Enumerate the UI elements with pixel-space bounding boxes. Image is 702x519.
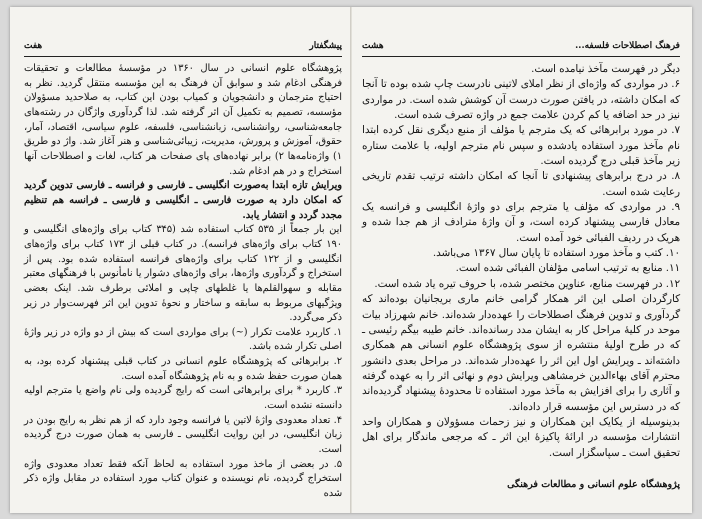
list-item: ۱۰. کتب و مآخذ مورد استفاده تا پایان سال ۱۳۶۷ می‌باشد. [432,247,680,260]
left-body-text [24,62,342,502]
left-running-head [24,41,342,55]
left-page [24,7,342,513]
list-item: ۶. در مواردی که واژه‌ای از نظر املای لاتینی نادرست چاپ شده بوده تا آنجا که امکان داشته، در یافتن صورت درست آن کوشش شده است. در مواردی نیز در حد اضافه یا کم کردن علامت جمع در واژه تصرف شده است. [362,78,680,122]
paragraph: دیگر در فهرست مآخذ نیامده است. [531,63,680,75]
right-body-text [362,62,680,461]
list-item: ۲. برابرهائی که پژوهشگاه علوم انسانی در کتاب قبلی پیشنهاد کرده بود، به همان صورت حفظ شده و به نام پژوهشگاه آمده است. [24,356,342,382]
list-item: ۹. در مواردی که مؤلف یا مترجم برای دو واژهٔ انگلیسی و فرانسه یک معادل فارسی پیشنهاد کرده است، و آن واژهٔ مترادف از هم جدا شده و هریک در ردیف الفبائی خود آمده است. [362,201,680,244]
list-item: ۸. در درج برابرهای پیشنهادی تا آنجا که امکان داشته ترتیب تقدم تاریخی رعایت شده است. [362,170,680,198]
list-item: ۵. در بعضی از ماخذ مورد استفاده به لحاظ آنکه فقط تعداد معدودی واژه استخراج گردیده، نام نویسنده و عنوان کتاب مورد استفاده در مقابل واژه ذکر شده [24,458,342,500]
right-page [362,7,680,513]
right-header-title: فرهنگ اصطلاحات فلسفه... [575,41,680,51]
paragraph: ویرایش تازه ابتدا به‌صورت انگلیسی ـ فارسی و فرانسه ـ فارسی تدوین گردید که امکان دارد به صورت فارسی ـ انگلیسی و فارسی ـ فرانسه هم تنظیم مجدد گردد و انتشار یابد. [24,180,342,221]
right-header-rule [362,56,680,57]
right-running-head [362,41,680,55]
list-item: ۱۲. در فهرست منابع، عناوین مختصر شده، با حروف تیره یاد شده است. [374,277,680,290]
left-header-title: پیشگفتار [309,41,342,51]
list-item: ۳. کاربرد * برای برابرهائی است که رایج گردیده ولی نام واضع یا مترجم اولیه دانسته نشده است. [24,385,342,412]
list-item: ۷. در مورد برابرهائی که یک مترجم یا مؤلف از منبع دیگری نقل کرده ابتدا نام مآخذ مورد استفاده یادشده و سپس نام مترجم اولیه، با علامت ستاره زیر مآخذ قبلی درج گردیده است. [362,124,680,168]
list-item: ۱. کاربرد علامت تکرار (~) برای مواردی است که بیش از دو واژه در زیر واژهٔ اصلی تکرار شده باشد. [24,326,342,353]
right-page-number: هشت [362,41,384,51]
paragraph: بدینوسیله از یکایک این همکاران و نیز زحمات مسؤولان و همکاران واحد انتشارات مؤسسه در ارائهٔ پاکیزهٔ این اثر ـ که مرجعی ماندگار برای اهل تحقیق است ـ سپاسگزار است. [362,415,680,459]
publisher-line: پژوهشگاه علوم انسانی و مطالعات فرهنگی [507,479,680,490]
book-gutter [350,7,352,513]
list-item: ۱۱. منابع به ترتیب اسامی مؤلفان الفبائی شده است. [455,262,680,275]
left-page-number: هفت [24,41,43,51]
paragraph: پژوهشگاه علوم انسانی در سال ۱۳۶۰ در مؤسسهٔ مطالعات و تحقیقات فرهنگی ادغام شد و سوابق آن فرهنگ به این مؤسسه منتقل گردید. نظر به احتیاج مترجمان و دانشجویان و کمیاب بودن این کتاب، به صلاحدید مسؤولان مؤسسه، تصمیم به تکمیل آن اثر گرفته شد. لذا گردآوری واژگان در رشته‌های جامعه‌شناسی، روانشناسی، زبانشناسی، فلسفه، علوم سیاسی، اقتصاد، آمار، حقوق، آموزش و پرورش، مدیریت، زیبائی‌شناسی و هنر آغاز شد. واژ دو طریق ۱) واژه‌نامه‌ها ۲) برابر نهاده‌های پای صفحات هر کتاب، لغات و اصطلاحات آنها استخراج و در هم ادغام شد. [24,63,343,177]
paragraph: این بار جمعاً از ۵۳۵ کتاب استفاده شد (۳۴۵ کتاب برای واژه‌های انگلیسی و ۱۹۰ کتاب برای واژه‌های فرانسه). در کتاب قبلی از ۱۷۳ کتاب برای واژه‌های انگلیسی و از ۱۲۲ کتاب برای واژه‌های فرانسه استفاده شده بود. پس از استخراج و گردآوری واژه‌ها، برای واژه‌های دشوار یا نامأنوس با فرهنگهای معتبر مقابله و سهوالقلم‌ها یا غلطهای چاپی و املائی برطرف شد. اینک بعضی ویژگیهای مربوط به سابقه و ساختار و نحوهٔ تدوین این اثر فهرست‌وار در زیر ذکر می‌گردد. [24,224,343,324]
left-header-rule [24,56,342,57]
list-item: ۴. تعداد معدودی واژهٔ لاتین یا فرانسه وجود دارد که از هم نظر به رایج بودن در زبان انگلیسی، در این روایت انگلیسی ـ فارسی به همان صورت درج گردیده است. [24,414,342,456]
paragraph: کارگردان اصلی این اثر همکار گرامی خانم ماری بریجانیان بوده‌اند که گردآوری و تدوین فرهنگ اصطلاحات را عهده‌دار شده‌اند. خانم شهرزاد بیات موحد در کلیهٔ مراحل کار به ایشان مدد رسانده‌اند. خانم طیبه بیگم رئیسی ـ که در طرح اولیهٔ منتشره از سوی پژوهشگاه علوم انسانی هم همکاری داشته‌اند ـ ویرایش اول این اثر را عهده‌دار شده‌اند. در مراحل بعدی دانشور محترم آقای بهاء‌الدین خرمشاهی ویرایش دوم و نهائی اثر را به عهده گرفته و آثاری را برای افزایش به مآخذ مورد استفاده تا محدودهٔ پیشنهاد گردیده‌اند که در دسترس این مؤسسه قرار داده‌اند. [362,293,680,413]
book-spread [10,7,692,513]
